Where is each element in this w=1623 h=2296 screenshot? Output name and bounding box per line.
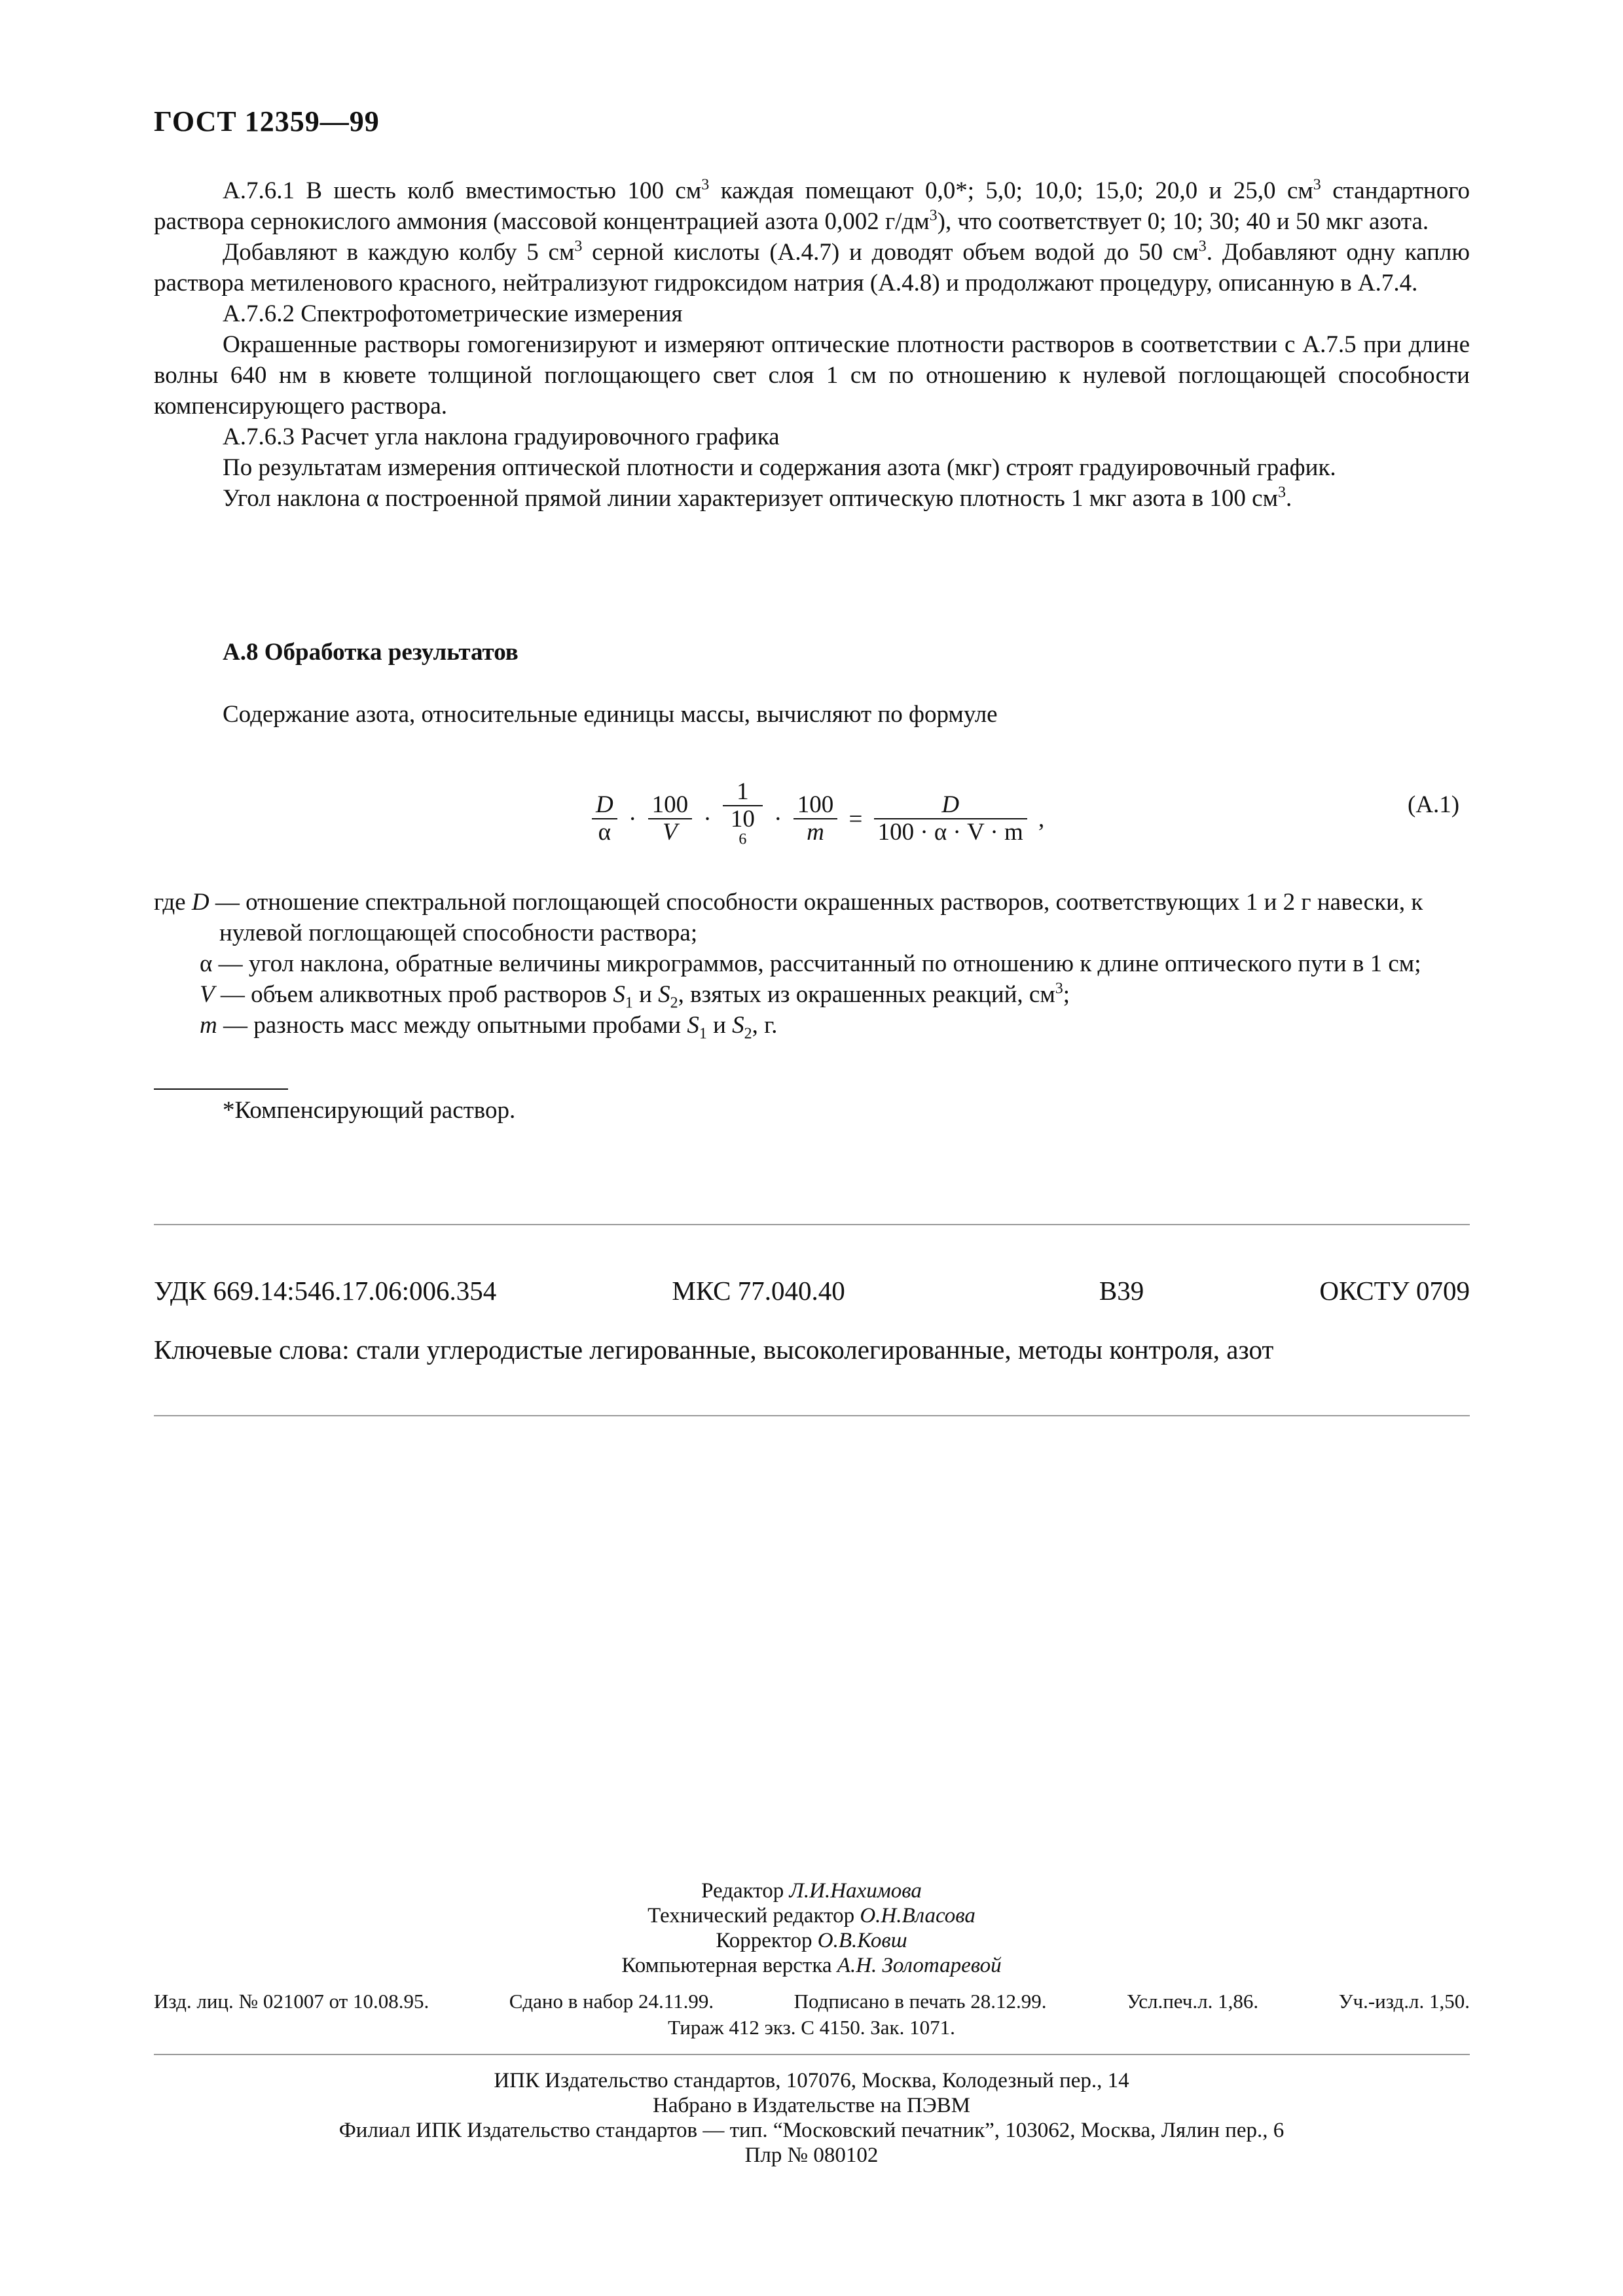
paragraph-a763-title: А.7.6.3 Расчет угла наклона градуировочного графика xyxy=(223,423,780,450)
symbol-s1-sub: 1 xyxy=(625,994,633,1012)
definition-m-text-b: , г. xyxy=(752,1012,778,1039)
publisher-line-3: Филиал ИПК Издательство стандартов — тип. “Московский печатник”, 103062, Москва, Лялин пер., 6 xyxy=(338,2119,1285,2142)
equals-sign: = xyxy=(848,805,863,833)
section-title-a8: А.8 Обработка результатов xyxy=(223,639,519,666)
p1-part-b: каждая помещают 0,0*; 5,0; 10,0; 15,0; 20,0 и 25,0 см xyxy=(709,177,1313,204)
bibliography-bottom-divider xyxy=(154,1415,1470,1416)
publisher-divider xyxy=(154,2054,1470,2055)
paragraph-a761 xyxy=(154,175,1470,237)
publisher-line-2: Набрано в Издательстве на ПЭВМ xyxy=(653,2094,970,2117)
formula-number: (А.1) xyxy=(1408,791,1460,818)
frac3-den-exp: 6 xyxy=(739,831,747,848)
p1-part-a: А.7.6.1 В шесть колб вместимостью 100 см xyxy=(223,177,702,204)
body-section-a76 xyxy=(154,175,1470,514)
tech-editor-name: О.Н.Власова xyxy=(860,1904,976,1928)
formula-comma: , xyxy=(1038,805,1045,833)
p2-part-b: серной кислоты (А.4.7) и доводят объем водой до 50 см xyxy=(582,239,1199,266)
publisher-sheets: Уч.-изд.л. 1,50. xyxy=(1338,1990,1470,2013)
dot-op-2: · xyxy=(703,805,712,833)
symbol-s1: S xyxy=(613,981,625,1008)
document-header: ГОСТ 12359—99 xyxy=(154,105,380,137)
defs-intro-word: где xyxy=(154,889,186,916)
definition-v-sup: 3 xyxy=(1055,980,1063,997)
p7-sup: 3 xyxy=(1278,484,1286,501)
frac4-den: m xyxy=(807,819,824,846)
print-run: Тираж 412 экз. С 4150. Зак. 1071. xyxy=(668,2016,955,2039)
paragraph-calibration: По результатам измерения оптической плотности и содержания азота (мкг) строят градуировочный график. xyxy=(223,454,1336,481)
frac3-num: 1 xyxy=(723,779,763,806)
publisher-line-1: ИПК Издательство стандартов, 107076, Москва, Колодезный пер., 14 xyxy=(494,2069,1129,2092)
p1-part-d: ), что соответствует 0; 10; 30; 40 и 50 мкг азота. xyxy=(937,208,1429,235)
definition-d-text: — отношение спектральной поглощающей способности окрашенных растворов, соответствующих 1 и 2 г навески, к нулевой поглощающей способности раствора; xyxy=(209,889,1423,946)
fraction-d-alpha xyxy=(592,792,617,846)
bibliography-codes xyxy=(154,1275,1470,1306)
fraction-100-v xyxy=(648,792,693,846)
symbol-s2-m-sub: 2 xyxy=(744,1025,752,1043)
credit-editor xyxy=(0,1878,1623,1903)
paragraph-slope xyxy=(154,483,1470,514)
footnote: *Компенсирующий раствор. xyxy=(223,1097,516,1124)
formula-a1 xyxy=(589,779,1047,859)
variable-definitions xyxy=(154,887,1470,1041)
udk-code: УДК 669.14:546.17.06:006.354 xyxy=(154,1276,497,1306)
frac5-num: D xyxy=(874,792,1027,819)
definition-v-text-b: , взятых из окрашенных реакций, см xyxy=(678,981,1055,1008)
frac1-num: D xyxy=(592,792,617,819)
frac2-num: 100 xyxy=(648,792,693,819)
definition-alpha-text: — угол наклона, обратные величины микрограммов, рассчитанный по отношению к длине оптического пути в 1 см; xyxy=(212,950,1421,977)
print-sheets: Усл.печ.л. 1,86. xyxy=(1126,1990,1259,2013)
p2-part-c: . Добавляют одну каплю раствора метиленового красного, нейтрализуют гидроксидом натрия (А.4.8) и продолжают процедуру, описанную в А.7.4. xyxy=(154,239,1470,296)
okstu-code: ОКСТУ 0709 xyxy=(1319,1276,1470,1306)
credit-corrector xyxy=(0,1928,1623,1953)
editor-role: Редактор xyxy=(701,1879,790,1903)
keywords: Ключевые слова: стали углеродистые легированные, высоколегированные, методы контроля, азот xyxy=(154,1335,1274,1365)
frac4-num: 100 xyxy=(793,792,838,819)
formula-intro: Содержание азота, относительные единицы массы, вычисляют по формуле xyxy=(223,701,998,728)
paragraph-add-acid xyxy=(154,237,1470,298)
symbol-m: m xyxy=(200,1012,217,1039)
p7-part-b: . xyxy=(1286,485,1292,512)
symbol-s2-m: S xyxy=(732,1012,744,1039)
definition-m xyxy=(154,1010,1470,1041)
corrector-name: О.В.Ковш xyxy=(817,1929,907,1952)
and-word-2: и xyxy=(706,1012,733,1039)
p2-sup-2: 3 xyxy=(1198,238,1207,255)
p1-part-c: стандартного раствора сернокислого аммония (массовой концентрацией азота 0,002 г/дм xyxy=(154,177,1470,235)
symbol-alpha: α xyxy=(200,950,213,977)
symbol-s2: S xyxy=(658,981,670,1008)
frac5-den: 100 · α · V · m xyxy=(877,819,1023,846)
symbol-d: D xyxy=(191,889,210,916)
symbol-v: V xyxy=(200,981,215,1008)
frac1-den: α xyxy=(598,819,611,846)
p2-part-a: Добавляют в каждую колбу 5 см xyxy=(223,239,575,266)
frac3-den-base: 10 xyxy=(730,806,755,833)
frac2-den: V xyxy=(663,819,678,846)
mks-code: МКС 77.040.40 xyxy=(672,1276,845,1306)
sent-to-print: Сдано в набор 24.11.99. xyxy=(509,1990,714,2013)
signed-to-print: Подписано в печать 28.12.99. xyxy=(793,1990,1047,2013)
credit-layout xyxy=(0,1953,1623,1978)
credit-tech-editor xyxy=(0,1903,1623,1928)
imprint-row xyxy=(154,1990,1470,2013)
editor-name: Л.И.Нахимова xyxy=(789,1879,922,1903)
definition-alpha xyxy=(154,948,1470,979)
p1-sup-1: 3 xyxy=(701,176,710,194)
definition-m-text-a: — разность масс между опытными пробами xyxy=(217,1012,687,1039)
p1-sup-3: 3 xyxy=(929,207,938,224)
and-word-1: и xyxy=(632,981,659,1008)
fraction-result xyxy=(874,792,1027,846)
p1-sup-2: 3 xyxy=(1313,176,1321,194)
fraction-100-m xyxy=(793,792,838,846)
bibliography-top-divider xyxy=(154,1224,1470,1225)
fraction-1-10e6 xyxy=(723,779,763,859)
dot-op-3: · xyxy=(774,805,782,833)
definition-v-text-a: — объем аликвотных проб растворов xyxy=(214,981,613,1008)
publisher-line-4: Плр № 080102 xyxy=(744,2144,879,2167)
publisher-license: Изд. лиц. № 021007 от 10.08.95. xyxy=(154,1990,429,2013)
paragraph-measurements: Окрашенные растворы гомогенизируют и измеряют оптические плотности растворов в соответствии с А.7.5 при длине волны 640 нм в кювете толщиной поглощающего свет слоя 1 см по отношению к нулевой поглощающей способности компенсирующего раствора. xyxy=(154,331,1470,420)
p7-part-a: Угол наклона α построенной прямой линии характеризует оптическую плотность 1 мкг азота в 100 см xyxy=(223,485,1278,512)
definition-v-text-c: ; xyxy=(1063,981,1070,1008)
p2-sup-1: 3 xyxy=(574,238,583,255)
footnote-divider xyxy=(154,1088,288,1090)
layout-name: А.Н. Золотаревой xyxy=(837,1954,1002,1977)
paragraph-a762-title: А.7.6.2 Спектрофотометрические измерения xyxy=(223,300,683,327)
symbol-s1-m: S xyxy=(687,1012,699,1039)
layout-role: Компьютерная верстка xyxy=(621,1954,837,1977)
definition-d xyxy=(154,887,1470,948)
definition-v xyxy=(154,979,1470,1010)
dot-op-1: · xyxy=(628,805,637,833)
tech-editor-role: Технический редактор xyxy=(647,1904,860,1928)
group-code: В39 xyxy=(1099,1276,1144,1306)
symbol-s2-sub: 2 xyxy=(670,994,678,1012)
symbol-s1-m-sub: 1 xyxy=(699,1025,707,1043)
publisher-block xyxy=(0,2068,1623,2168)
corrector-role: Корректор xyxy=(716,1929,818,1952)
frac3-den xyxy=(723,806,763,859)
credits-block xyxy=(0,1878,1623,1978)
